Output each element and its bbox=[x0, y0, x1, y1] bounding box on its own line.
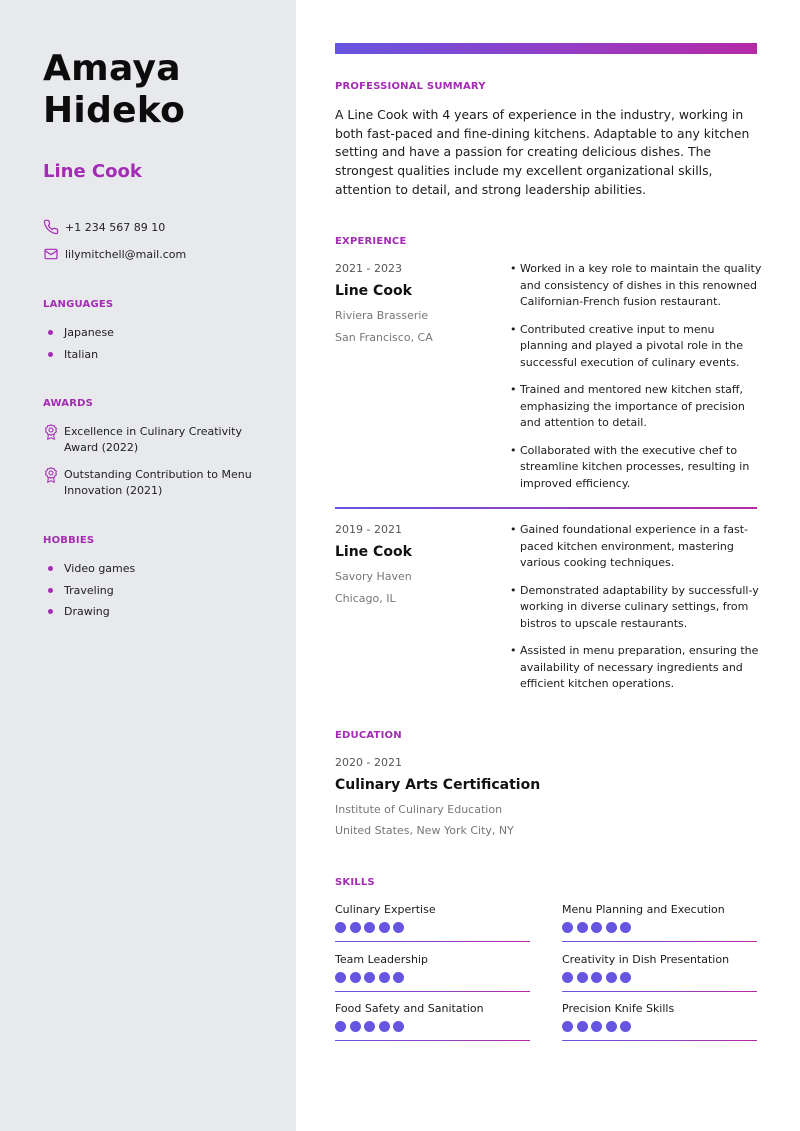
job-location: Chicago, IL bbox=[335, 592, 396, 605]
skill-underline bbox=[335, 1040, 530, 1041]
job-company: Riviera Brasserie bbox=[335, 309, 429, 322]
envelope-icon bbox=[43, 246, 59, 262]
award-item bbox=[43, 467, 273, 499]
skill-name: Menu Planning and Execution bbox=[562, 903, 725, 916]
bullet-dot bbox=[48, 330, 53, 335]
phone-icon bbox=[43, 219, 59, 235]
bullet-dot bbox=[48, 566, 53, 571]
contact-email[interactable] bbox=[43, 246, 186, 262]
contact-phone[interactable] bbox=[43, 219, 165, 235]
bullet-dot bbox=[48, 609, 53, 614]
skill-dot bbox=[620, 1021, 631, 1032]
skill-dot bbox=[379, 972, 390, 983]
bullet-dot bbox=[48, 588, 53, 593]
bullet-item: • Demonstrated adaptability by successfull-y working in diverse culinary settings, from bistros to upscale restaurants. bbox=[510, 583, 765, 633]
email-text: lilymitchell@mail.com bbox=[65, 247, 187, 261]
job-dates: 2019 - 2021 bbox=[335, 523, 402, 536]
award-text: Excellence in Culinary Creativity Award (2022) bbox=[64, 425, 243, 454]
skill-dot bbox=[364, 972, 375, 983]
first-name: Amaya bbox=[43, 48, 181, 89]
skill-underline bbox=[335, 941, 530, 942]
education-heading: EDUCATION bbox=[335, 730, 402, 741]
skill-name: Culinary Expertise bbox=[335, 903, 436, 916]
skill-dot bbox=[350, 922, 361, 933]
education-dates: 2020 - 2021 bbox=[335, 756, 402, 769]
skill-rating bbox=[562, 1021, 635, 1032]
award-item bbox=[43, 424, 273, 456]
skill-dot bbox=[393, 1021, 404, 1032]
skill-rating bbox=[335, 1021, 408, 1032]
skill-name: Team Leadership bbox=[335, 953, 429, 966]
skill-dot bbox=[620, 972, 631, 983]
skill-dot bbox=[335, 972, 346, 983]
education-title: Culinary Arts Certification bbox=[335, 777, 541, 793]
skill-underline bbox=[562, 941, 757, 942]
skill-name: Food Safety and Sanitation bbox=[335, 1002, 484, 1015]
skill-dot bbox=[577, 1021, 588, 1032]
skill-item bbox=[335, 953, 530, 995]
award-text: Outstanding Contribution to Menu Innovation (2021) bbox=[64, 468, 252, 497]
skill-dot bbox=[562, 1021, 573, 1032]
job-location: San Francisco, CA bbox=[335, 331, 433, 344]
skill-rating bbox=[562, 922, 635, 933]
languages-list bbox=[43, 325, 114, 368]
skill-rating bbox=[335, 972, 408, 983]
language-item: Italian bbox=[43, 347, 114, 369]
hobbies-list bbox=[43, 561, 135, 626]
skill-rating bbox=[335, 922, 408, 933]
bullet-item: • Trained and mentored new kitchen staff, emphasizing the importance of precision and attention to detail. bbox=[510, 382, 765, 432]
skill-dot bbox=[562, 922, 573, 933]
skill-item bbox=[562, 903, 757, 945]
skill-dot bbox=[335, 1021, 346, 1032]
skill-underline bbox=[562, 991, 757, 992]
award-badge-icon bbox=[43, 423, 59, 441]
experience-heading: EXPERIENCE bbox=[335, 236, 407, 247]
bullet-item: • Worked in a key role to maintain the quality and consistency of dishes in this renowned Californian-French fusion restaurant. bbox=[510, 261, 765, 311]
skill-name: Precision Knife Skills bbox=[562, 1002, 675, 1015]
skill-dot bbox=[393, 922, 404, 933]
skill-rating bbox=[562, 972, 635, 983]
accent-bar bbox=[335, 43, 757, 54]
job-company: Savory Haven bbox=[335, 570, 412, 583]
skill-dot bbox=[591, 972, 602, 983]
section-divider bbox=[335, 507, 757, 509]
job-title: Line Cook bbox=[43, 161, 142, 182]
skill-dot bbox=[591, 1021, 602, 1032]
hobby-item: Traveling bbox=[43, 583, 135, 605]
skill-dot bbox=[364, 1021, 375, 1032]
skill-dot bbox=[379, 922, 390, 933]
phone-text: +1 234 567 89 10 bbox=[65, 220, 166, 234]
skill-dot bbox=[606, 922, 617, 933]
bullet-item: • Collaborated with the executive chef to streamline kitchen processes, resulting in improved efficiency. bbox=[510, 443, 765, 493]
skill-item bbox=[562, 1002, 757, 1044]
awards-heading: AWARDS bbox=[43, 398, 94, 409]
summary-heading: PROFESSIONAL SUMMARY bbox=[335, 81, 486, 92]
hobby-item: Video games bbox=[43, 561, 135, 583]
skill-dot bbox=[577, 922, 588, 933]
job-bullets bbox=[510, 522, 765, 704]
main-content bbox=[296, 0, 800, 1131]
skill-item bbox=[335, 903, 530, 945]
skill-dot bbox=[620, 922, 631, 933]
education-location: United States, New York City, NY bbox=[335, 824, 514, 837]
hobbies-heading: HOBBIES bbox=[43, 535, 95, 546]
bullet-item: • Contributed creative input to menu planning and played a pivotal role in the successful execution of culinary events. bbox=[510, 322, 765, 372]
candidate-name bbox=[43, 48, 185, 132]
language-item: Japanese bbox=[43, 325, 114, 347]
job-bullets bbox=[510, 261, 765, 503]
skill-underline bbox=[335, 991, 530, 992]
skill-dot bbox=[350, 972, 361, 983]
sidebar bbox=[0, 0, 296, 1131]
skill-dot bbox=[606, 1021, 617, 1032]
bullet-dot bbox=[48, 352, 53, 357]
bullet-item: • Gained foundational experience in a fast-paced kitchen environment, mastering various cooking techniques. bbox=[510, 522, 765, 572]
skill-underline bbox=[562, 1040, 757, 1041]
skill-dot bbox=[364, 922, 375, 933]
skill-item bbox=[562, 953, 757, 995]
hobby-item: Drawing bbox=[43, 604, 135, 626]
languages-heading: LANGUAGES bbox=[43, 299, 114, 310]
summary-text: A Line Cook with 4 years of experience in the industry, working in both fast-paced and fine-dining kitchens. Adaptable to any kitchen setting and have a passion for creating delicious dishes. The strongest qualities include my excellent organizational skills, attention to detail, and strong leadership abilities. bbox=[335, 107, 750, 197]
skill-name: Creativity in Dish Presentation bbox=[562, 953, 730, 966]
skill-item bbox=[335, 1002, 530, 1044]
skill-dot bbox=[591, 922, 602, 933]
skill-dot bbox=[335, 922, 346, 933]
award-badge-icon bbox=[43, 466, 59, 484]
last-name: Hideko bbox=[43, 90, 186, 131]
job-role: Line Cook bbox=[335, 544, 412, 560]
education-institution: Institute of Culinary Education bbox=[335, 803, 503, 816]
bullet-item: • Assisted in menu preparation, ensuring the availability of necessary ingredients and efficient kitchen operations. bbox=[510, 643, 765, 693]
skill-dot bbox=[577, 972, 588, 983]
skill-dot bbox=[393, 972, 404, 983]
skill-dot bbox=[562, 972, 573, 983]
skills-heading: SKILLS bbox=[335, 877, 375, 888]
skill-dot bbox=[606, 972, 617, 983]
job-role: Line Cook bbox=[335, 283, 412, 299]
skill-dot bbox=[379, 1021, 390, 1032]
job-dates: 2021 - 2023 bbox=[335, 262, 402, 275]
skill-dot bbox=[350, 1021, 361, 1032]
